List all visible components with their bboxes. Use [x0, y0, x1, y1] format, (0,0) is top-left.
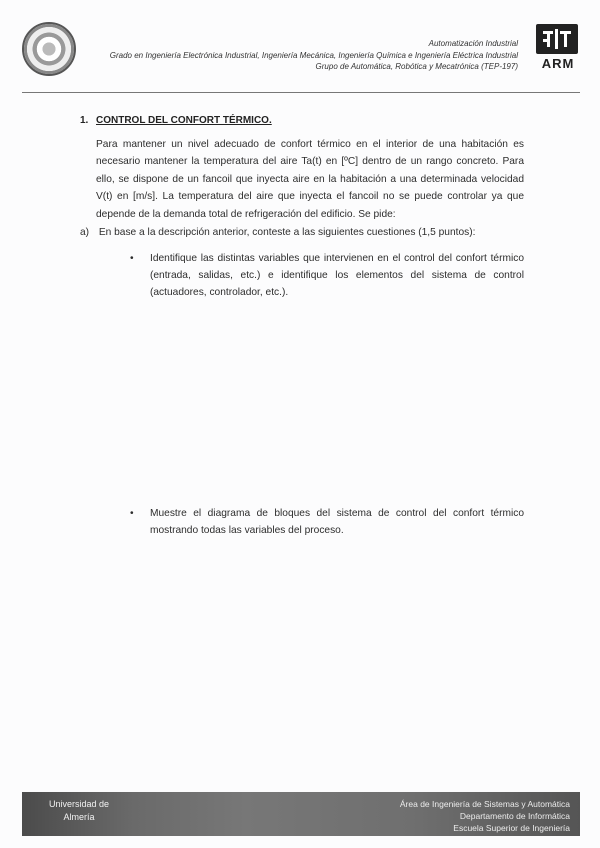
question-a — [80, 224, 525, 241]
footer-university-line2: Almería — [63, 812, 95, 822]
header-divider — [22, 92, 580, 93]
footer-area: Área de Ingeniería de Sistemas y Automática — [399, 799, 570, 809]
document-header — [78, 38, 518, 73]
section-title — [80, 115, 272, 126]
arm-robot-icon — [536, 24, 578, 54]
footer-university-line1: Universidad de — [48, 799, 110, 809]
header-group: Grupo de Automática, Robótica y Mecatrónica (TEP-197) — [315, 62, 518, 71]
header-course: Automatización Industrial — [428, 39, 518, 48]
arm-logo — [536, 24, 580, 76]
section-number: 1. — [80, 115, 89, 126]
bullet-text: Muestre el diagrama de bloques del sistema de control del confort térmico mostrando todas las variables del proceso. — [150, 508, 524, 537]
question-a-label: a) — [80, 227, 90, 238]
bullet-item — [130, 505, 524, 539]
bullet-text: Identifique las distintas variables que intervienen en el control del confort térmico (entrada, salidas, etc.) e identifique los elementos del sistema de control (actuadores, controlador, etc.). — [150, 253, 524, 299]
footer-university — [34, 798, 124, 824]
arm-logo-text: ARM — [541, 56, 575, 71]
problem-statement: Para mantener un nivel adecuado de confort térmico en el interior de una habitación es necesario mantener la temperatura del aire Ta(t) en [ºC] dentro de un rango concreto. Para ello, se dispone de un fancoil que inyecta aire en la habitación a una determinada velocidad V(t) en [m/s]. La temperatura del aire que inyecta el fancoil no se puede controlar ya que depende de la demanda total de refrigeración del edificio. Se pide: — [96, 139, 524, 220]
question-a-text: En base a la descripción anterior, conteste a las siguientes cuestiones (1,5 puntos): — [98, 227, 476, 238]
footer-school: Escuela Superior de Ingeniería — [453, 823, 570, 833]
footer-dept: Departamento de Informática — [459, 811, 570, 821]
page-footer — [22, 792, 580, 836]
bullet-icon: • — [130, 508, 134, 519]
header-degrees: Grado en Ingeniería Electrónica Industrial, Ingeniería Mecánica, Ingeniería Química e Ingeniería Eléctrica Industrial — [109, 50, 518, 60]
section-title-text: CONTROL DEL CONFORT TÉRMICO. — [96, 115, 272, 126]
university-seal — [22, 22, 76, 76]
bullet-item — [130, 250, 524, 302]
bullet-icon: • — [130, 253, 134, 264]
footer-department — [400, 798, 570, 834]
